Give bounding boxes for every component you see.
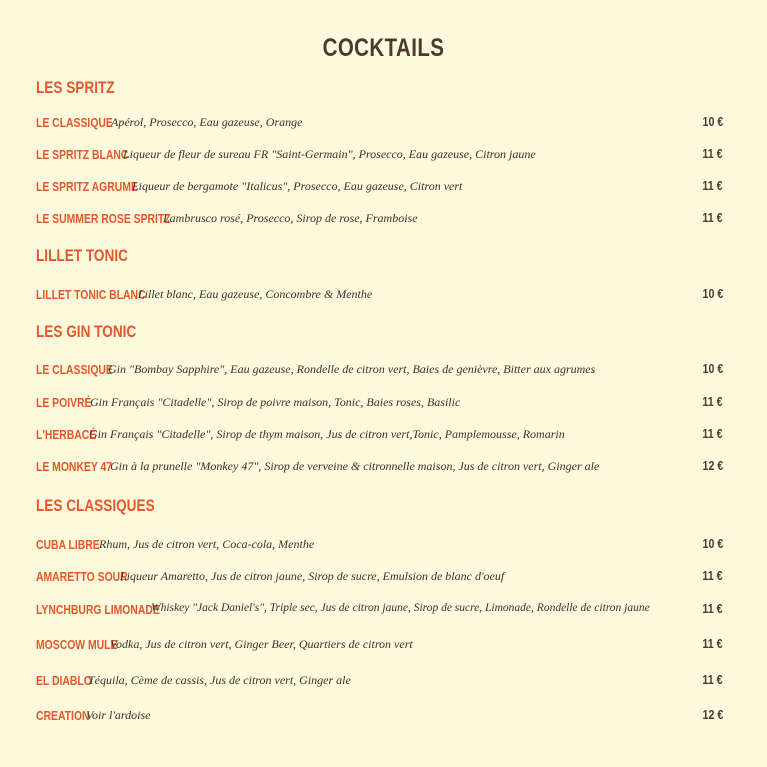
menu-item-price: 11 € (702, 426, 723, 441)
menu-item-description: Voir l'ardoise (86, 708, 151, 722)
menu-item (36, 426, 725, 446)
menu-item-name: LE POIVRÉ (36, 395, 92, 410)
menu-item-name: EL DIABLO (36, 673, 92, 688)
menu-item-name: LE SPRITZ AGRUME (36, 179, 138, 194)
menu-item-description: Lillet blanc, Eau gazeuse, Concombre & Menthe (138, 287, 373, 301)
menu-item-name: LE CLASSIQUE (36, 362, 113, 377)
menu-item-name: LYNCHBURG LIMONADE (36, 602, 160, 617)
menu-item (36, 146, 725, 166)
menu-item-description: Liqueur de fleur de sureau FR "Saint-Germain", Prosecco, Eau gazeuse, Citron jaune (123, 147, 536, 161)
menu-item (36, 568, 725, 588)
menu-item-name: LE SUMMER ROSE SPRITZ (36, 211, 171, 226)
menu-item (36, 536, 725, 556)
menu-item-description: Gin à la prunelle "Monkey 47", Sirop de verveine & citronnelle maison, Jus de citron vert, Ginger ale (110, 459, 600, 473)
menu-item-name: L'HERBACÉ (36, 427, 97, 442)
section-heading-gin-tonic: LES GIN TONIC (36, 322, 137, 341)
menu-item-description: Gin "Bombay Sapphire", Eau gazeuse, Rondelle de citron vert, Baies de genièvre, Bitter aux agrumes (108, 362, 596, 376)
menu-item-description: Lambrusco rosé, Prosecco, Sirop de rose, Framboise (163, 211, 418, 225)
menu-item-price: 11 € (702, 394, 723, 409)
menu-item-name: LE CLASSIQUE (36, 115, 113, 130)
menu-item-description: Liqueur Amaretto, Jus de citron jaune, Sirop de sucre, Emulsion de blanc d'oeuf (120, 569, 505, 583)
menu-item-description: Rhum, Jus de citron vert, Coca-cola, Menthe (99, 537, 315, 551)
menu-item (36, 114, 725, 134)
menu-item-description: Apérol, Prosecco, Eau gazeuse, Orange (111, 115, 303, 129)
menu-item-name: MOSCOW MULE (36, 637, 118, 652)
menu-item-name: LILLET TONIC BLANC (36, 287, 146, 302)
menu-item-price: 11 € (702, 178, 723, 193)
menu-item-name: CREATION (36, 708, 90, 723)
menu-item-description: Liqueur de bergamote "Italicus", Prosecco, Eau gazeuse, Citron vert (132, 179, 463, 193)
menu-item-price: 12 € (702, 707, 723, 722)
menu-item-description: Téquila, Cème de cassis, Jus de citron vert, Ginger ale (88, 673, 351, 687)
menu-item-name: LE MONKEY 47 (36, 459, 113, 474)
menu-item (36, 601, 725, 621)
menu-item-price: 11 € (702, 672, 723, 687)
menu-item (36, 458, 725, 478)
menu-item-description: Vodka, Jus de citron vert, Ginger Beer, Quartiers de citron vert (110, 637, 413, 651)
menu-item-description: Gin Français "Citadelle", Sirop de poivre maison, Tonic, Baies roses, Basilic (90, 395, 461, 409)
menu-item-price: 10 € (702, 361, 723, 376)
menu-item (36, 672, 725, 692)
section-heading-spritz: LES SPRITZ (36, 78, 115, 97)
menu-item-price: 10 € (702, 114, 723, 129)
menu-item-price: 12 € (702, 458, 723, 473)
page-title: COCKTAILS (322, 34, 445, 62)
menu-item-price: 10 € (702, 536, 723, 551)
menu-item (36, 636, 725, 656)
menu-item-price: 11 € (702, 210, 723, 225)
menu-item (36, 178, 725, 198)
menu-item-price: 11 € (702, 568, 723, 583)
menu-item-price: 10 € (702, 286, 723, 301)
menu-item-name: CUBA LIBRE (36, 537, 100, 552)
menu-item (36, 394, 725, 414)
section-heading-classiques: LES CLASSIQUES (36, 496, 155, 515)
menu-item (36, 210, 725, 230)
menu-item-name: LE SPRITZ BLANC (36, 147, 129, 162)
menu-item (36, 707, 725, 727)
menu-item-price: 11 € (702, 636, 723, 651)
menu-item-price: 11 € (702, 601, 723, 616)
menu-item-description: Whiskey "Jack Daniel's", Triple sec, Jus de citron jaune, Sirop de sucre, Limonade, Rondelle de citron jaune (151, 602, 650, 614)
menu-item (36, 286, 725, 306)
menu-item-price: 11 € (702, 146, 723, 161)
menu-item (36, 361, 725, 381)
menu-item-description: Gin Français "Citadelle", Sirop de thym maison, Jus de citron vert,Tonic, Pamplemousse, Romarin (89, 427, 565, 441)
menu-item-name: AMARETTO SOUR (36, 569, 128, 584)
section-heading-lillet-tonic: LILLET TONIC (36, 246, 128, 265)
